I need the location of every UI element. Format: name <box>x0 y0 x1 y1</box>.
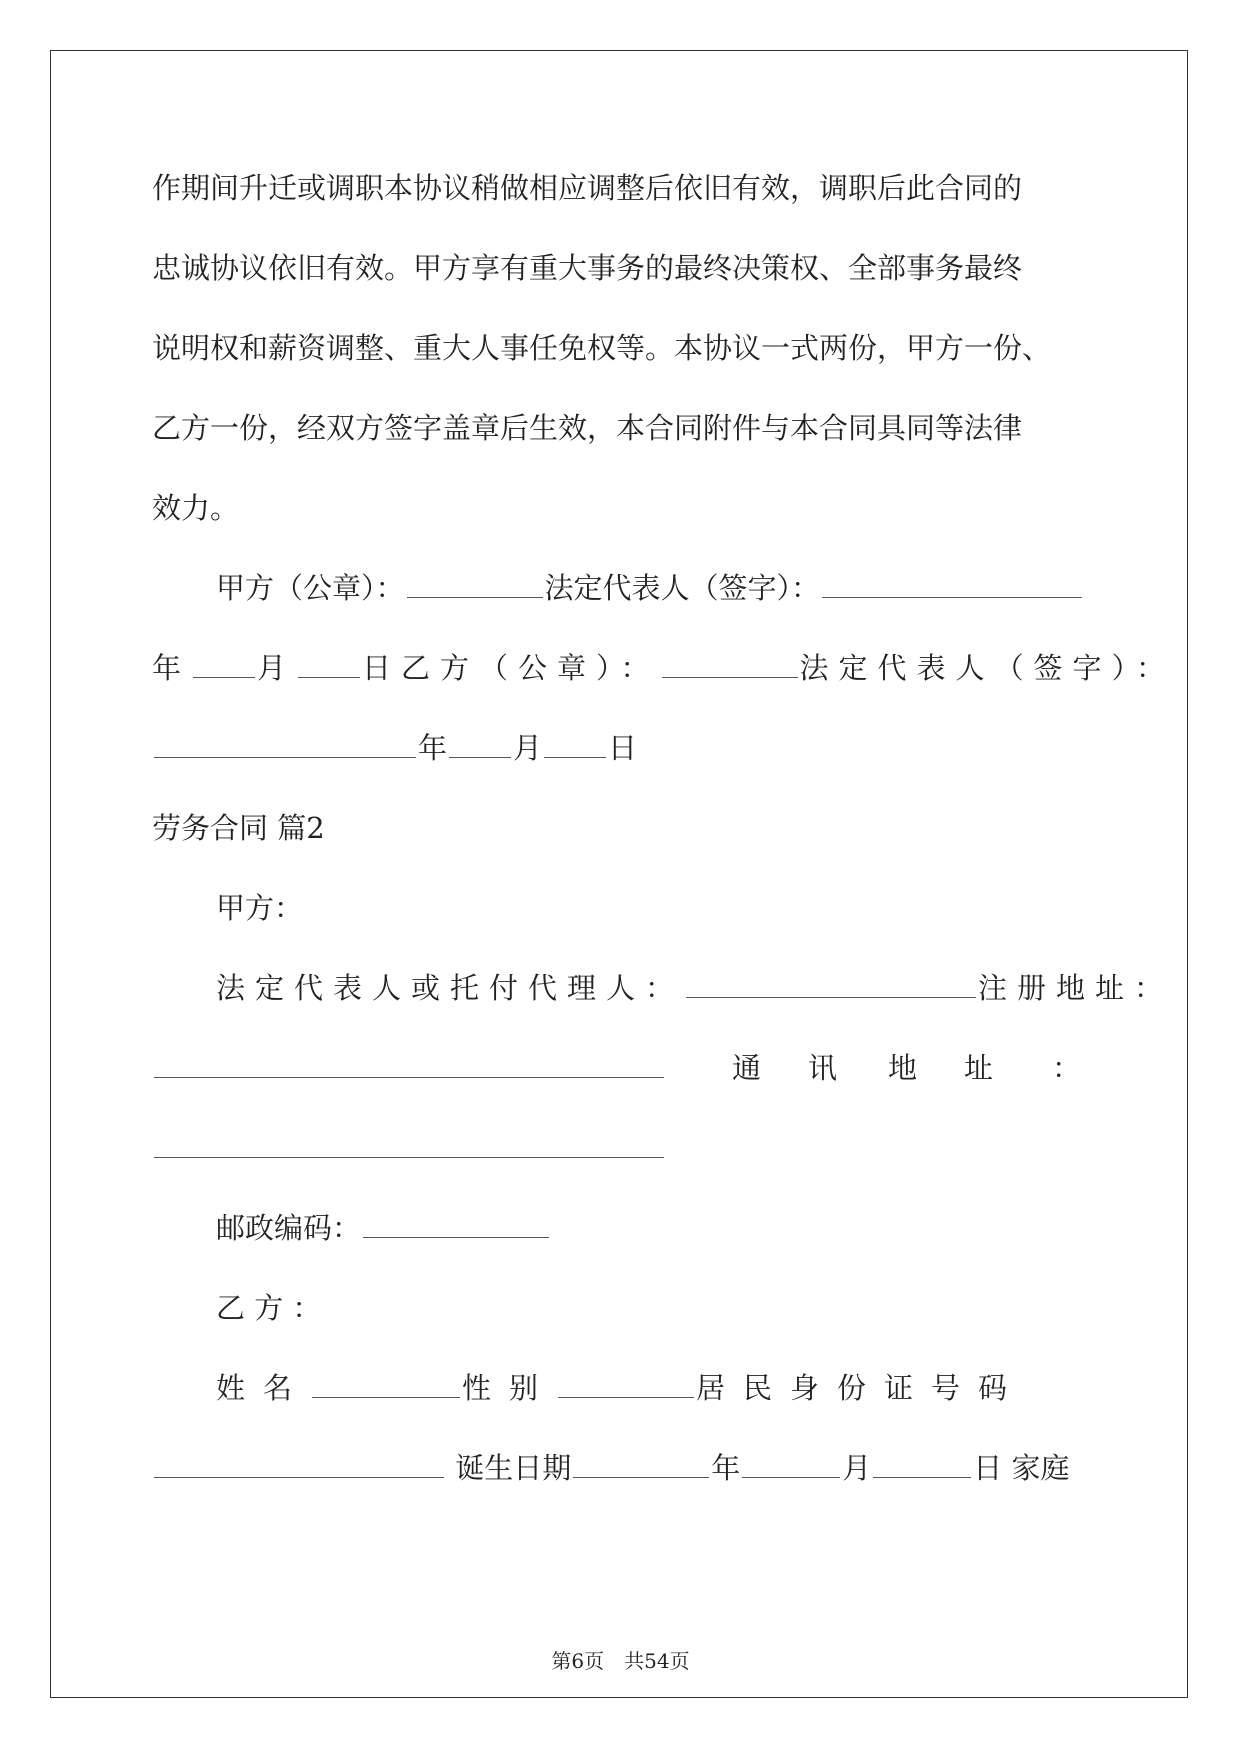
party-b-seal-label: 日乙方（公章）： <box>362 651 660 685</box>
postcode-line <box>216 1208 551 1248</box>
reg-address-blank[interactable] <box>154 1051 664 1078</box>
month-label: 月 <box>257 651 297 685</box>
party-a-rep-line <box>216 968 1173 1008</box>
birth-label: 诞生日期 <box>455 1451 572 1485</box>
home-label: 家庭 <box>1011 1451 1070 1485</box>
body-text-line: 乙方一份，经双方签字盖章后生效，本合同附件与本合同具同等法律 <box>152 411 1023 445</box>
legal-rep-sign-blank-2[interactable] <box>154 731 416 758</box>
comm-char: 地 <box>888 1051 918 1085</box>
birth-year-label: 年 <box>711 1451 741 1485</box>
year-blank[interactable] <box>193 651 255 678</box>
party-b-birth-line <box>152 1448 1070 1488</box>
gender-label: 性别 <box>462 1371 557 1405</box>
comm-char: 通 <box>732 1051 762 1085</box>
day-label-2: 日 <box>608 731 638 765</box>
year-blank-2[interactable] <box>449 731 511 758</box>
page-footer <box>0 1645 1241 1674</box>
body-text-line: 说明权和薪资调整、重大人事任免权等。本协议一式两份，甲方一份、 <box>152 331 1052 365</box>
reg-address-label: 注册地址： <box>978 971 1174 1005</box>
legal-rep-agent-label: 法定代表人或托付代理人： <box>216 971 685 1005</box>
page-number: 第6页 <box>551 1649 605 1673</box>
page-total: 共54页 <box>624 1649 690 1673</box>
body-text-line: 作期间升迁或调职本协议稍做相应调整后依旧有效，调职后此合同的 <box>152 171 1023 205</box>
gender-blank[interactable] <box>558 1371 694 1398</box>
party-b-label: 乙 方 ： <box>216 1291 322 1325</box>
id-number-blank[interactable] <box>154 1451 444 1478</box>
birth-year-blank[interactable] <box>573 1451 709 1478</box>
comm-char: 讯 <box>808 1051 838 1085</box>
year-label: 年 <box>152 651 192 685</box>
signature-line-a <box>216 568 1084 608</box>
legal-rep-sign-label: 法定代表人（签字）： <box>544 571 821 605</box>
body-text-line: 忠诚协议依旧有效。甲方享有重大事务的最终决策权、全部事务最终 <box>152 251 1023 285</box>
body-text-line: 效力。 <box>152 491 240 525</box>
legal-rep-agent-blank[interactable] <box>686 971 976 998</box>
name-label: 姓名 <box>216 1371 311 1405</box>
birth-day-label: 日 <box>973 1451 1003 1485</box>
birth-month-label: 月 <box>842 1451 872 1485</box>
birth-day-blank[interactable] <box>873 1451 971 1478</box>
signature-line-b <box>152 648 1175 688</box>
name-blank[interactable] <box>312 1371 460 1398</box>
postcode-label: 邮政编码： <box>216 1211 362 1245</box>
month-label-2: 月 <box>513 731 543 765</box>
comm-address-blank-line <box>152 1128 666 1168</box>
party-a-label: 甲方： <box>216 891 304 925</box>
legal-rep-sign-blank[interactable] <box>822 571 1082 598</box>
party-b-seal-blank[interactable] <box>662 651 798 678</box>
birth-month-blank[interactable] <box>742 1451 840 1478</box>
party-a-seal-label: 甲方（公章）： <box>216 571 405 605</box>
year-label-2: 年 <box>418 731 448 765</box>
section-title: 劳务合同 篇2 <box>152 811 325 845</box>
postcode-blank[interactable] <box>363 1211 549 1238</box>
legal-rep-sign-label-2: 法定代表人（签字）： <box>799 651 1176 685</box>
signature-line-c <box>152 728 637 768</box>
month-blank[interactable] <box>298 651 360 678</box>
day-blank-2[interactable] <box>544 731 606 758</box>
id-number-label: 居民身份证号码 <box>696 1371 1026 1405</box>
comm-address-blank[interactable] <box>154 1131 664 1158</box>
comm-char: 址 <box>964 1051 994 1085</box>
party-a-seal-blank[interactable] <box>407 571 543 598</box>
comm-address-line <box>152 1048 1082 1088</box>
comm-char: ： <box>1052 1051 1082 1085</box>
party-b-name-line <box>216 1368 1025 1408</box>
